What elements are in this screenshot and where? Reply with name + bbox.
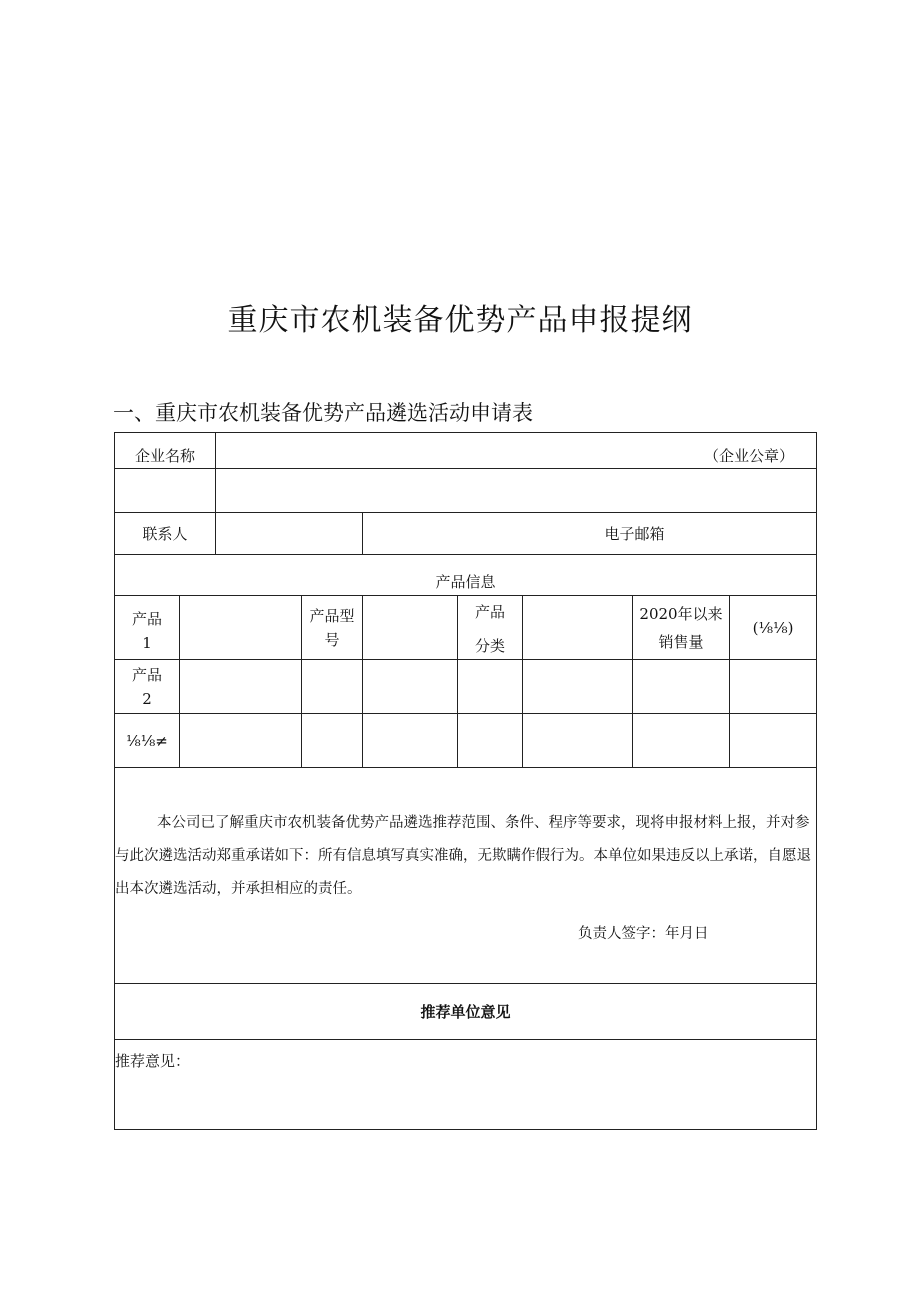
- email-label: 电子邮箱: [604, 525, 665, 543]
- email-cell[interactable]: [363, 513, 817, 555]
- blank-label-cell: [115, 469, 216, 513]
- pledge-text: 本公司已了解重庆市农机装备优势产品遴选推荐范围、条件、程序等要求，现将申报材料上报，并对参与此次遴选活动郑重承诺如下：所有信息填写真实准确，无欺瞒作假行为。本单位如果违反以上承诺，自愿退出本次遴选活动，并承担相应的责任。: [115, 815, 811, 897]
- product-1-name-field[interactable]: [180, 596, 302, 660]
- unit-label: (⅛⅛): [730, 596, 817, 660]
- pledge-cell: [115, 768, 817, 984]
- row-3-cell-9[interactable]: [730, 714, 817, 768]
- product-2-cell-7[interactable]: [523, 660, 633, 714]
- contact-field[interactable]: [216, 513, 363, 555]
- recommend-opinion-cell[interactable]: [115, 1040, 817, 1130]
- product-2-row: [115, 660, 817, 714]
- company-name-row: [115, 433, 817, 469]
- company-name-label: 企业名称: [115, 433, 216, 469]
- row-3-cell-8[interactable]: [633, 714, 730, 768]
- product-2-cell-9[interactable]: [730, 660, 817, 714]
- row-3-name-field[interactable]: [180, 714, 302, 768]
- recommend-opinion-row: [115, 1040, 817, 1130]
- company-blank-row: [115, 469, 817, 513]
- application-form-table: [114, 432, 817, 1130]
- row-3-cell-6[interactable]: [458, 714, 523, 768]
- product-2-name-field[interactable]: [180, 660, 302, 714]
- blank-value-cell[interactable]: [216, 469, 817, 513]
- company-seal-note: （企业公章）: [704, 447, 795, 465]
- sales-label: 2020年以来 销售量: [633, 596, 730, 660]
- row-3-cell-4[interactable]: [302, 714, 363, 768]
- signature-line: 负责人签字：年月日: [578, 926, 709, 942]
- product-2-label: 产品 2: [115, 660, 180, 714]
- contact-row: [115, 513, 817, 555]
- model-field[interactable]: [363, 596, 458, 660]
- model-label: 产品型 号: [302, 596, 363, 660]
- pledge-row: [115, 768, 817, 984]
- document-title: 重庆市农机装备优势产品申报提纲: [227, 303, 693, 338]
- row-3-label: ⅛⅛≠: [115, 714, 180, 768]
- recommend-opinion-label: 推荐意见：: [115, 1052, 191, 1070]
- product-2-cell-6[interactable]: [458, 660, 523, 714]
- product-info-heading: 产品信息: [115, 555, 817, 596]
- product-1-label: 产品 1: [115, 596, 180, 660]
- product-2-model-field[interactable]: [302, 660, 363, 714]
- product-info-row: [115, 555, 817, 596]
- recommend-heading: 推荐单位意见: [115, 984, 817, 1040]
- product-2-cell-8[interactable]: [633, 660, 730, 714]
- product-1-row: [115, 596, 817, 660]
- row-3-cell-5[interactable]: [363, 714, 458, 768]
- recommend-heading-row: [115, 984, 817, 1040]
- row-3-cell-7[interactable]: [523, 714, 633, 768]
- contact-label: 联系人: [115, 513, 216, 555]
- section-heading: 一、重庆市农机装备优势产品遴选活动申请表: [113, 401, 533, 425]
- company-name-field[interactable]: [216, 433, 817, 469]
- category-label: 产品 分类: [458, 596, 523, 660]
- product-3-row: [115, 714, 817, 768]
- product-2-cell-5[interactable]: [363, 660, 458, 714]
- category-field[interactable]: [523, 596, 633, 660]
